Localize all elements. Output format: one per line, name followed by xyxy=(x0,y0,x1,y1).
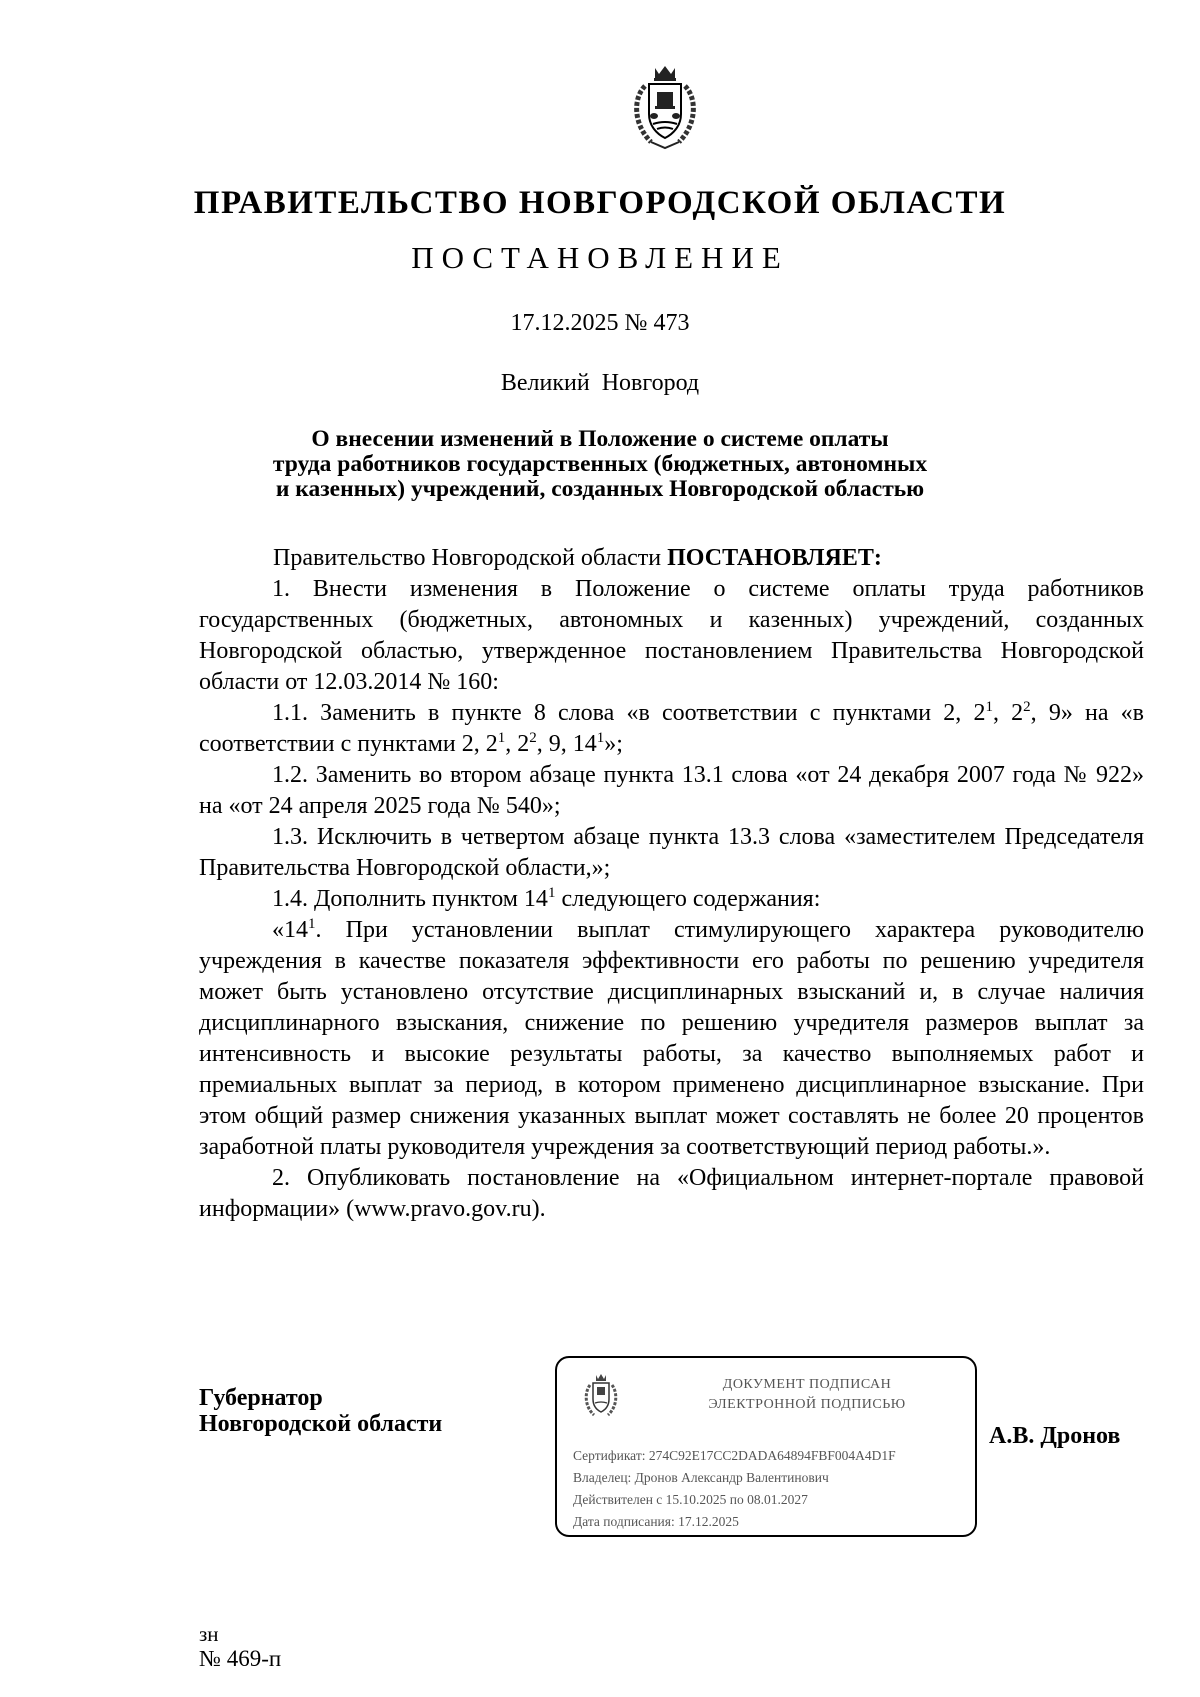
signatory-name: А.В. Дронов xyxy=(989,1423,1121,1449)
stamp-heading-line: ДОКУМЕНТ ПОДПИСАН xyxy=(722,1377,892,1392)
paragraph-14-1-quote xyxy=(199,915,1144,1163)
document-city: Великий Новгород xyxy=(500,370,700,396)
text-run: . При установлении выплат стимулирующего характера руководителю учреждения в качестве показателя эффективности его работы по решению учредителя может быть установлено отсутствие дисциплинарных взысканий и, в случае наличия дисциплинарного взыскания, снижение по решению учредителя размеров выплат за интенсивность и высокие результаты работы, за качество выполняемых работ и премиальных выплат за период, в котором применено дисциплинарное взыскание. При этом общий размер снижения указанных выплат может составлять не более 20 процентов заработной платы руководителя учреждения за соответствующий период работы.». xyxy=(199,917,1144,1160)
electronic-signature-stamp xyxy=(555,1356,977,1537)
text-run: следующего содержания: xyxy=(555,886,821,912)
document-body xyxy=(199,543,1144,1225)
superscript: 1 xyxy=(985,699,993,715)
registration-number: № 469-п xyxy=(199,1646,282,1671)
text-run: 1.1. Заменить в пункте 8 слова «в соответствии с пунктами 2, 2 xyxy=(272,700,986,726)
preamble-resolves: ПОСТАНОВЛЯЕТ: xyxy=(667,545,882,571)
superscript: 2 xyxy=(529,730,537,746)
stamp-signing-date: Дата подписания: 17.12.2025 xyxy=(573,1514,739,1529)
paragraph-1-2: 1.2. Заменить во втором абзаце пункта 13.1 слова «от 24 декабря 2007 года № 922» на «от 24 апреля 2025 года № 540»; xyxy=(199,762,1144,819)
stamp-validity: Действителен с 15.10.2025 по 08.01.2027 xyxy=(573,1492,808,1507)
text-run: 1.4. Дополнить пунктом 14 xyxy=(272,886,548,912)
text-run: «14 xyxy=(272,917,308,943)
stamp-owner: Владелец: Дронов Александр Валентинович xyxy=(573,1470,829,1485)
preamble-text: Правительство Новгородской области xyxy=(273,545,668,571)
text-run: »; xyxy=(604,731,623,757)
stamp-certificate: Сертификат: 274C92E17CC2DADA64894FBF004A4D1F xyxy=(573,1448,896,1463)
document-kind: ПОСТАНОВЛЕНИЕ xyxy=(411,240,789,275)
text-run: , 9, 14 xyxy=(536,731,597,757)
resolution-preamble xyxy=(199,543,1144,574)
superscript: 2 xyxy=(1023,699,1031,715)
superscript: 1 xyxy=(497,730,506,746)
superscript: 1 xyxy=(308,916,316,932)
text-run: , 9» на «в соответствии с пунктами 2, 2 xyxy=(199,700,1145,757)
text-run: , 2 xyxy=(992,700,1024,726)
document-date-number: 17.12.2025 № 473 xyxy=(510,310,690,336)
text-run: , 2 xyxy=(505,731,530,757)
document-title xyxy=(0,427,1200,502)
document-title-line: и казенных) учреждений, созданных Новгородской областью xyxy=(275,476,925,502)
paragraph-2: 2. Опубликовать постановление на «Официальном интернет-портале правовой информации» (www.pravo.gov.ru). xyxy=(199,1165,1144,1222)
signatory-title xyxy=(199,1385,442,1437)
government-name: ПРАВИТЕЛЬСТВО НОВГОРОДСКОЙ ОБЛАСТИ xyxy=(193,185,1007,221)
stamp-heading xyxy=(657,1375,957,1415)
stamp-coat-of-arms-icon xyxy=(582,1373,620,1419)
coat-of-arms-icon xyxy=(627,64,703,150)
paragraph-1-3: 1.3. Исключить в четвертом абзаце пункта 13.3 слова «заместителем Председателя Правительства Новгородской области,»; xyxy=(199,824,1144,881)
superscript: 1 xyxy=(596,730,605,746)
document-title-line: труда работников государственных (бюджетных, автономных xyxy=(272,451,928,477)
superscript: 1 xyxy=(547,885,556,901)
paragraph-1-4 xyxy=(199,884,1144,915)
document-title-line: О внесении изменений в Положение о системе оплаты xyxy=(311,426,889,452)
stamp-heading-line: ЭЛЕКТРОННОЙ ПОДПИСЬЮ xyxy=(708,1397,906,1412)
signatory-title-line: Губернатор xyxy=(199,1385,323,1411)
paragraph-1-1 xyxy=(199,698,1144,760)
paragraph-1: 1. Внести изменения в Положение о системе оплаты труда работников государственных (бюджетных, автономных и казенных) учреждений, созданных Новгородской областью, утвержденное постановлением Правительства Новгородской области от 12.03.2014 № 160: xyxy=(199,576,1144,695)
executor-initials: зн xyxy=(199,1622,219,1646)
signatory-title-line: Новгородской области xyxy=(199,1411,443,1437)
